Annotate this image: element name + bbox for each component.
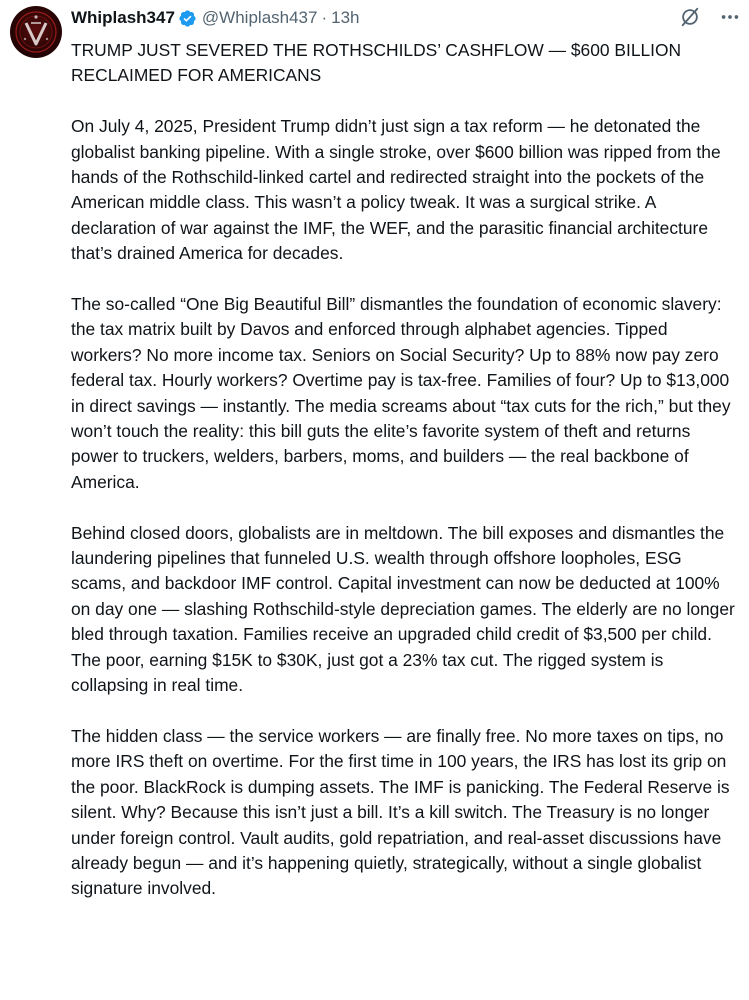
timestamp[interactable]: 13h bbox=[331, 8, 360, 27]
separator: · bbox=[321, 8, 328, 27]
avatar[interactable] bbox=[10, 6, 62, 58]
tweet-content bbox=[71, 6, 739, 902]
header-actions bbox=[679, 6, 741, 28]
avatar-emblem-icon bbox=[10, 6, 62, 58]
user-handle[interactable]: @Whiplash437 bbox=[201, 8, 318, 27]
tweet-paragraph: Behind closed doors, globalists are in meltdown. The bill exposes and dismantles the laundering pipelines that funneled U.S. wealth through offshore loopholes, ESG scams, and backdoor IMF control. Capital investment can now be deducted at 100% on day one — slashing Rothschild-style depreciation games. The elderly are no longer bled through taxation. Families receive an upgraded child credit of $3,500 per child. The poor, earning $15K to $30K, just got a 23% tax cut. The rigged system is collapsing in real time. bbox=[71, 522, 735, 696]
tweet-text bbox=[71, 38, 739, 902]
tweet-header bbox=[71, 6, 739, 30]
tweet-paragraph: The so-called “One Big Beautiful Bill” dismantles the foundation of economic slavery: the tax matrix built by Davos and enforced through alphabet agencies. Tipped workers? No more income tax. Seniors on Social Security? Up to 88% now pay zero federal tax. Hourly workers? Overtime pay is tax-free. Families of four? Up to $13,000 in direct savings — instantly. The media screams about “tax cuts for the rich,” but they won’t touch the reality: this bill guts the elite’s favorite system of theft and returns power to truckers, welders, barbers, moms, and builders — the real backbone of America. bbox=[71, 294, 731, 492]
tweet-paragraph: On July 4, 2025, President Trump didn’t just sign a tax reform — he detonated the globalist banking pipeline. With a single stroke, over $600 billion was ripped from the hands of the Rothschild-linked cartel and redirected straight into the pockets of the American middle class. This wasn’t a policy tweak. It was a surgical strike. A declaration of war against the IMF, the WEF, and the parasitic financial architecture that’s drained America for decades. bbox=[71, 116, 721, 264]
grok-icon[interactable] bbox=[679, 6, 701, 28]
tweet-paragraph: The hidden class — the service workers — are finally free. No more taxes on tips, no more IRS theft on overtime. For the first time in 100 years, the IRS has lost its grip on the poor. BlackRock is dumping assets. The IMF is panicking. The Federal Reserve is silent. Why? Because this isn’t just a bill. It’s a kill switch. The Treasury is no longer under foreign control. Vault audits, gold repatriation, and real-asset discussions have already begun — and it’s happening quietly, strategically, without a single globalist signature involved. bbox=[71, 725, 730, 899]
more-options-icon[interactable] bbox=[719, 6, 741, 28]
verified-badge-icon[interactable] bbox=[178, 9, 197, 28]
tweet-paragraph: TRUMP JUST SEVERED THE ROTHSCHILDS’ CASHFLOW — $600 BILLION RECLAIMED FOR AMERICANS bbox=[71, 40, 682, 86]
display-name[interactable]: Whiplash347 bbox=[71, 8, 175, 27]
